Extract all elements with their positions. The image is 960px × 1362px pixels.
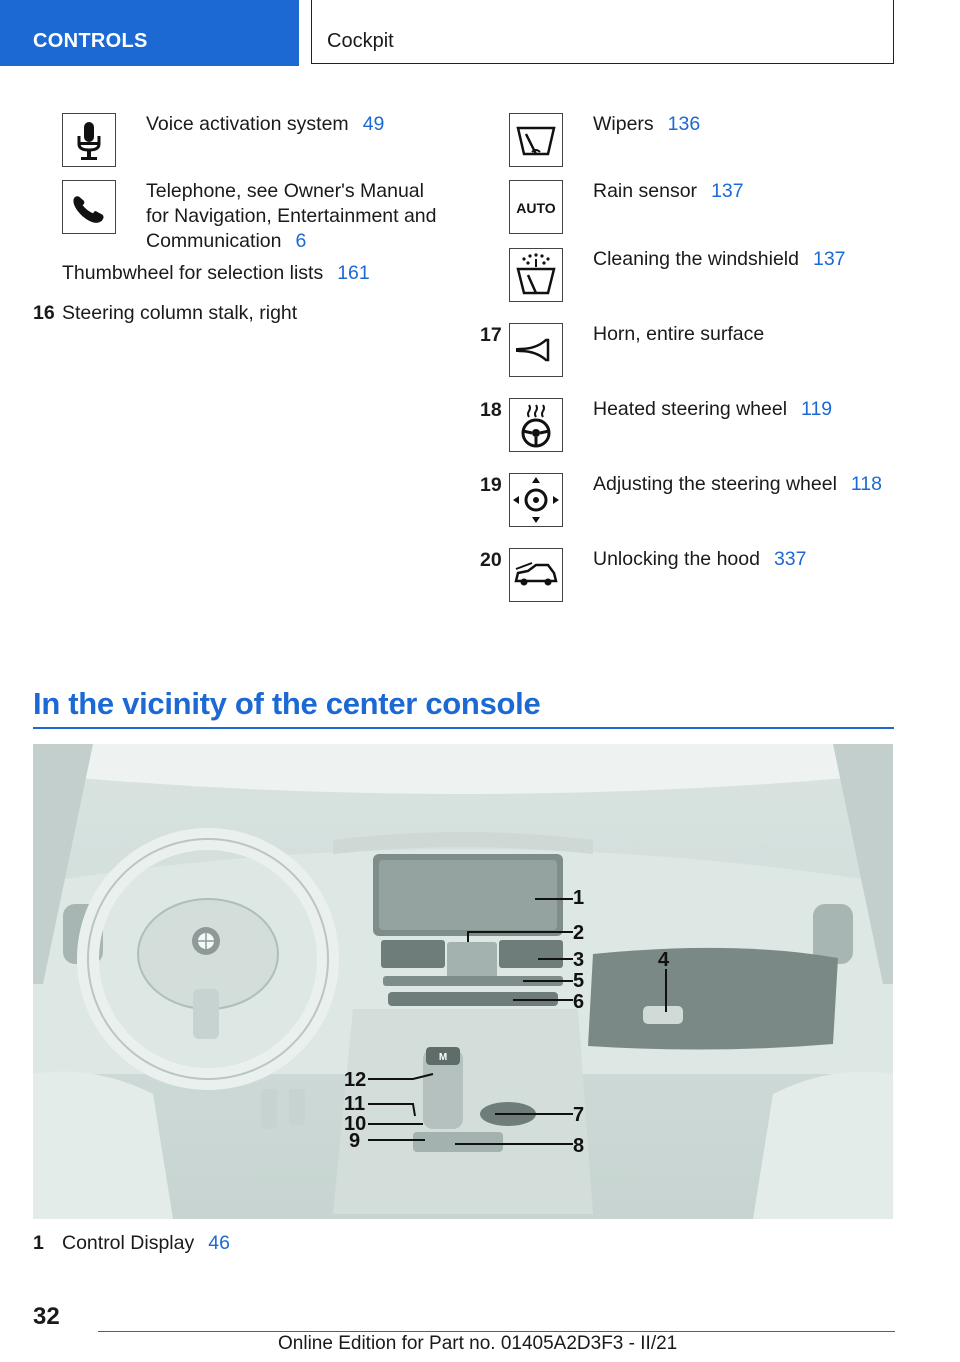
callout-label: 9 [349,1130,361,1152]
page-number: 32 [33,1303,60,1330]
page-reference-link[interactable]: 49 [362,113,385,135]
item-number: 16 [33,302,55,324]
center-console-illustration [33,744,893,1219]
item-number: 19 [480,474,502,496]
callout-label: 10 [344,1113,367,1135]
page-reference-link[interactable]: 119 [801,398,833,420]
list-item: Rain sensor 137 [593,180,744,202]
list-item: Unlocking the hood 337 [593,548,807,570]
wiper-icon [509,113,563,167]
page-reference-link[interactable]: 136 [667,113,701,135]
callout-label: 8 [573,1135,585,1157]
list-item: Steering column stalk, right [62,302,298,324]
gear-selector-logo: M [438,1052,448,1063]
list-item: Horn, entire surface [593,323,765,345]
item-number: 17 [480,324,502,346]
hood-release-icon [509,548,563,602]
steering-adjust-icon [509,473,563,527]
list-item: Control Display 46 [62,1232,230,1254]
page-reference-link[interactable]: 118 [850,473,882,495]
edition-note: Online Edition for Part no. 01405A2D3F3 - II/21 [278,1333,678,1354]
chapter-label: Cockpit [327,30,394,52]
page-reference-link[interactable]: 137 [812,248,846,270]
list-item: Telephone, see Owner's Manual for Navigation, Entertainment and Communication 6 [146,180,437,252]
auto-icon-label: AUTO [516,200,556,216]
callout-label: 7 [573,1104,585,1126]
section-tab [0,0,299,66]
callout-label: 12 [344,1069,367,1091]
item-number: 18 [480,399,502,421]
list-item: Heated steering wheel 119 [593,398,833,420]
list-item: Thumbwheel for selection lists 161 [62,262,370,284]
section-divider [33,727,894,729]
page-reference-link[interactable]: 161 [337,262,370,284]
telephone-icon [62,180,116,234]
page-reference-link[interactable]: 6 [295,230,307,252]
callout-label: 3 [573,949,585,971]
callout-label: 5 [573,970,585,992]
page-reference-link[interactable]: 137 [711,180,744,202]
callout-label: 11 [344,1093,366,1115]
list-item: Voice activation system 49 [146,113,385,135]
heated-steering-wheel-icon [509,398,563,452]
item-number: 1 [33,1232,44,1254]
horn-icon [509,323,563,377]
section-heading: In the vicinity of the center console [33,686,541,721]
callout-label: 2 [573,922,585,944]
callout-label: 1 [573,887,585,909]
footer-divider [98,1331,895,1332]
chapter-tab [311,0,894,64]
callout-label: 4 [658,949,670,971]
list-item: Cleaning the windshield 137 [593,248,846,270]
windshield-washer-icon [509,248,563,302]
auto-rain-icon [509,180,563,234]
microphone-icon [62,113,116,167]
callout-label: 6 [573,991,585,1013]
list-item: Adjusting the steering wheel 118 [593,473,882,495]
item-number: 20 [480,549,502,571]
list-item: Wipers 136 [593,113,701,135]
page-reference-link[interactable]: 46 [208,1232,230,1254]
section-label: CONTROLS [33,30,148,52]
page-reference-link[interactable]: 337 [773,548,807,570]
